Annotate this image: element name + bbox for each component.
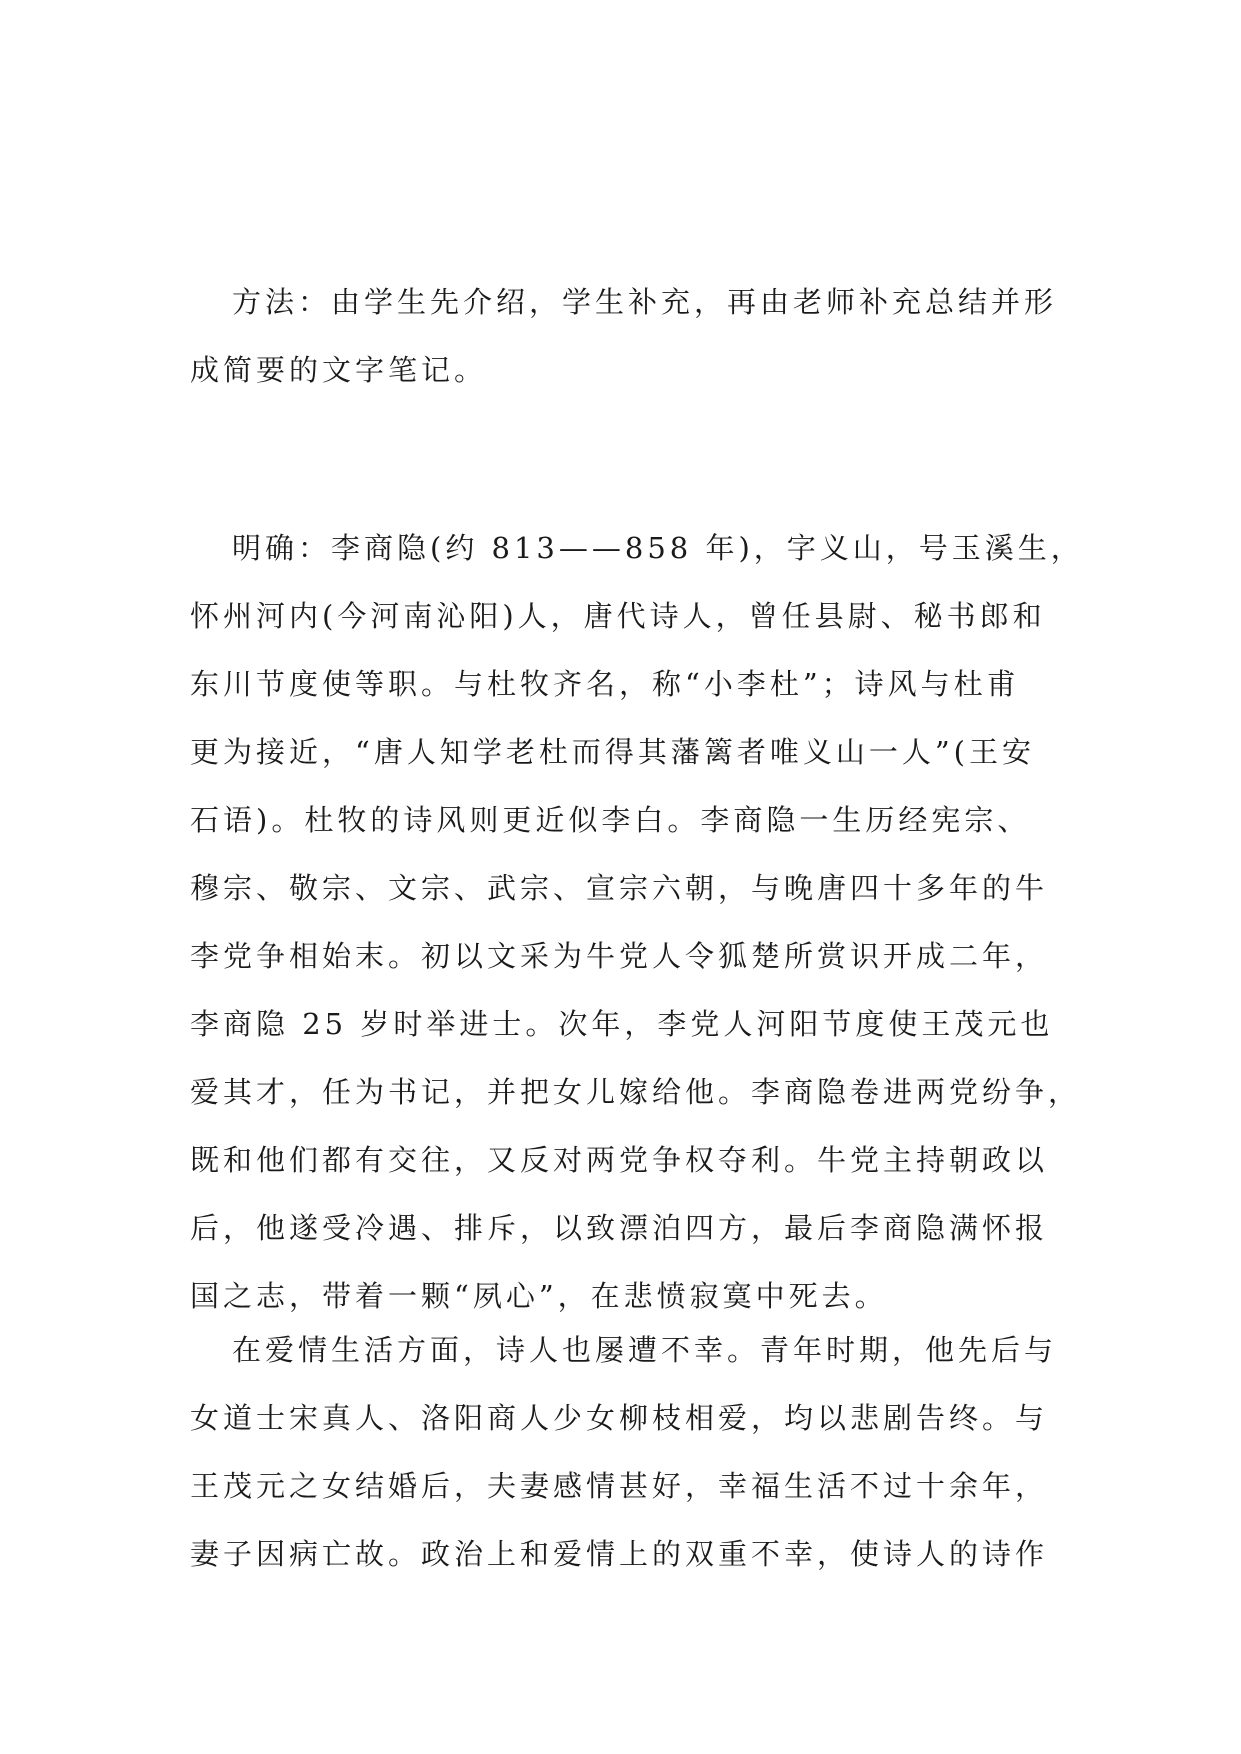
- paragraph-line: 石语)。杜牧的诗风则更近似李白。李商隐一生历经宪宗、: [190, 803, 1031, 837]
- paragraph-line: 怀州河内(今河南沁阳)人，唐代诗人，曾任县尉、秘书郎和: [190, 599, 1046, 633]
- paragraph-line: 爱其才，任为书记，并把女儿嫁给他。李商隐卷进两党纷争，: [190, 1075, 1082, 1109]
- paragraph-line: 既和他们都有交往，又反对两党争权夺利。牛党主持朝政以: [190, 1143, 1049, 1177]
- paragraph-line: 妻子因病亡故。政治上和爱情上的双重不幸，使诗人的诗作: [190, 1537, 1049, 1571]
- paragraph-line: 李商隐 25 岁时举进士。次年，李党人河阳节度使王茂元也: [190, 1007, 1054, 1041]
- paragraph-method: [190, 268, 1060, 404]
- paragraph-line: 王茂元之女结婚后，夫妻感情甚好，幸福生活不过十余年，: [190, 1469, 1049, 1503]
- paragraph-line: 东川节度使等职。与杜牧齐名，称“小李杜”；诗风与杜甫: [190, 667, 1020, 701]
- paragraph-line: 成简要的文字笔记。: [190, 353, 488, 387]
- paragraph-line: 后，他遂受冷遇、排斥，以致漂泊四方，最后李商隐满怀报: [190, 1211, 1049, 1245]
- paragraph-line: 明确：李商隐(约 813——858 年)，字义山，号玉溪生，: [232, 531, 1084, 565]
- paragraph-line: 在爱情生活方面，诗人也屡遭不幸。青年时期，他先后与: [232, 1333, 1058, 1367]
- paragraph-line: 李党争相始末。初以文采为牛党人令狐楚所赏识开成二年，: [190, 939, 1049, 973]
- paragraph-biography: [190, 514, 1084, 1330]
- paragraph-line: 方法：由学生先介绍，学生补充，再由老师补充总结并形: [232, 285, 1058, 319]
- paragraph-line: 更为接近，“唐人知学老杜而得其藩篱者唯义山一人”(王安: [190, 735, 1035, 769]
- paragraph-love-life: [190, 1316, 1060, 1588]
- paragraph-line: 穆宗、敬宗、文宗、武宗、宣宗六朝，与晚唐四十多年的牛: [190, 871, 1049, 905]
- paragraph-line: 女道士宋真人、洛阳商人少女柳枝相爱，均以悲剧告终。与: [190, 1401, 1049, 1435]
- paragraph-line: 国之志，带着一颗“夙心”，在悲愤寂寞中死去。: [190, 1279, 888, 1313]
